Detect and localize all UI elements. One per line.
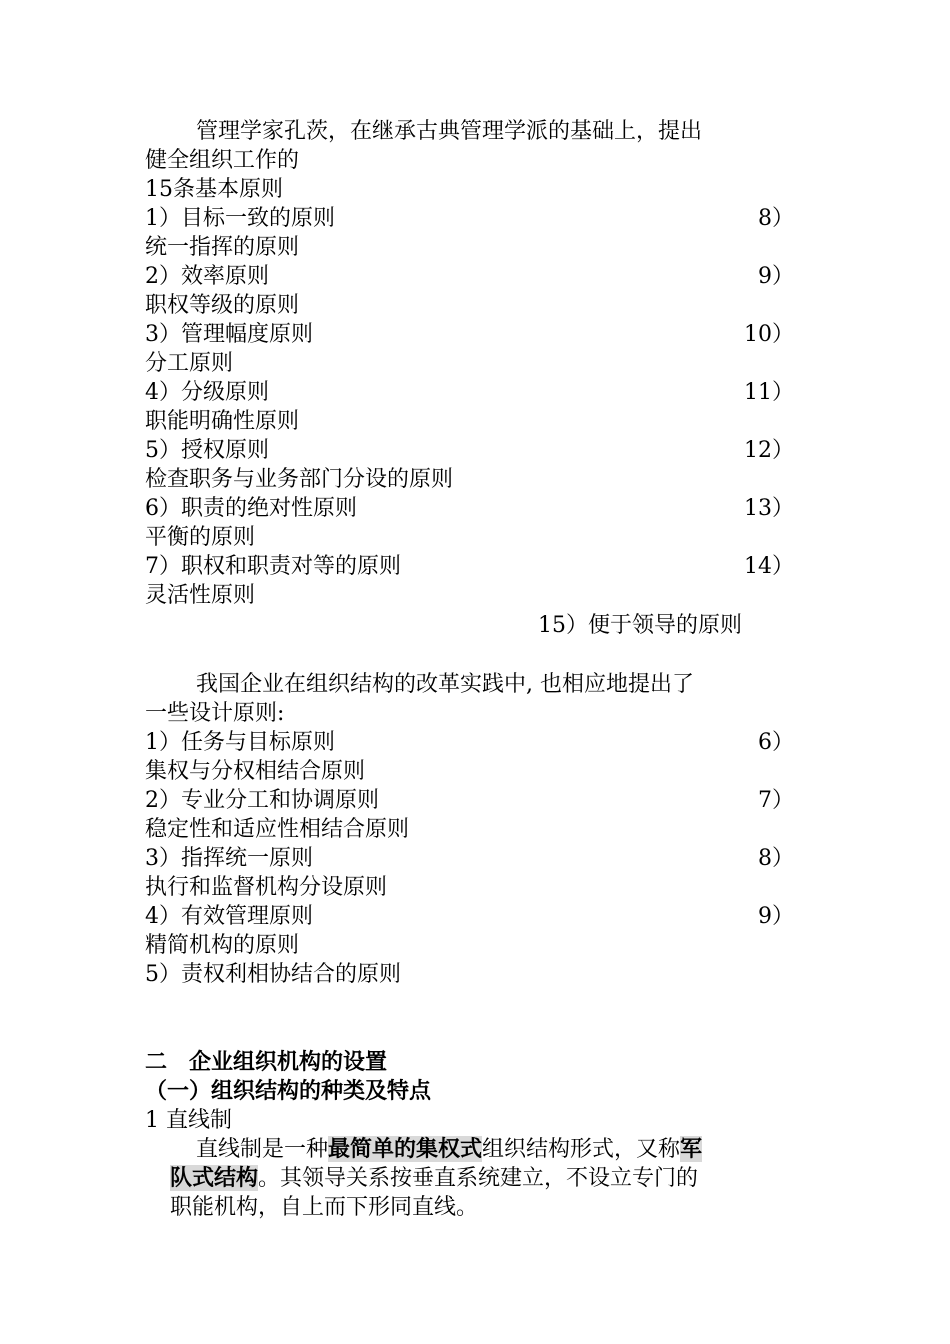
paragraph-text: 。其领导关系按垂直系统建立，不设立专门的 bbox=[258, 1166, 699, 1191]
china-row-right: 集权与分权相结合原则 bbox=[145, 759, 366, 784]
china-row-right: 稳定性和适应性相结合原则 bbox=[145, 817, 410, 842]
paragraph-line1 bbox=[196, 1135, 702, 1164]
kong-row-left: 3）管理幅度原则 bbox=[145, 322, 313, 347]
kong-row-num: 13） bbox=[744, 496, 794, 521]
kong-row-left: 6）职责的绝对性原则 bbox=[145, 496, 357, 521]
kong-row-right: 检查职务与业务部门分设的原则 bbox=[145, 467, 454, 492]
kong-row-num: 10） bbox=[744, 322, 794, 347]
section-heading: 二 企业组织机构的设置 bbox=[145, 1049, 388, 1075]
paragraph-text: 直线制是一种 bbox=[196, 1137, 329, 1162]
china-row-num: 7） bbox=[758, 788, 794, 813]
kong-intro-line1: 管理学家孔茨，在继承古典管理学派的基础上，提出 bbox=[196, 119, 703, 144]
highlight-term: 军 bbox=[680, 1136, 703, 1162]
china-intro-line2: 一些设计原则: bbox=[145, 701, 285, 726]
kong-row-num: 12） bbox=[744, 438, 794, 463]
china-row-left: 2）专业分工和协调原则 bbox=[145, 788, 379, 813]
china-row-right: 精简机构的原则 bbox=[145, 933, 300, 958]
paragraph-line3: 职能机构，自上而下形同直线。 bbox=[170, 1195, 479, 1220]
china-row-left: 1）任务与目标原则 bbox=[145, 730, 335, 755]
china-row-left: 3）指挥统一原则 bbox=[145, 846, 313, 871]
paragraph-text: 组织结构形式，又称 bbox=[482, 1137, 681, 1162]
kong-row-right: 职权等级的原则 bbox=[145, 293, 300, 318]
kong-row-left: 1）目标一致的原则 bbox=[145, 206, 335, 231]
kong-row-num: 14） bbox=[744, 554, 794, 579]
kong-last-principle: 15）便于领导的原则 bbox=[538, 613, 742, 638]
kong-row-num: 11） bbox=[744, 380, 794, 405]
china-row-left: 4）有效管理原则 bbox=[145, 904, 313, 929]
china-intro-line1: 我国企业在组织结构的改革实践中, 也相应地提出了 bbox=[196, 672, 694, 697]
kong-row-right: 职能明确性原则 bbox=[145, 409, 300, 434]
kong-row-num: 9） bbox=[758, 264, 794, 289]
china-last-principle: 5）责权利相协结合的原则 bbox=[145, 962, 401, 987]
section-subheading: （一）组织结构的种类及特点 bbox=[145, 1078, 432, 1104]
kong-row-right: 灵活性原则 bbox=[145, 583, 256, 608]
highlight-term: 队式结构 bbox=[170, 1165, 259, 1191]
item-title: 1 直线制 bbox=[145, 1108, 232, 1133]
china-row-num: 9） bbox=[758, 904, 794, 929]
kong-row-left: 7）职权和职责对等的原则 bbox=[145, 554, 401, 579]
kong-row-right: 平衡的原则 bbox=[145, 525, 256, 550]
paragraph-line2 bbox=[170, 1164, 698, 1193]
kong-row-left: 5）授权原则 bbox=[145, 438, 269, 463]
kong-row-left: 2）效率原则 bbox=[145, 264, 269, 289]
china-row-num: 6） bbox=[758, 730, 794, 755]
kong-row-right: 分工原则 bbox=[145, 351, 234, 376]
kong-intro-line2: 健全组织工作的 bbox=[145, 148, 300, 173]
kong-row-right: 统一指挥的原则 bbox=[145, 235, 300, 260]
kong-row-num: 8） bbox=[758, 206, 794, 231]
china-row-right: 执行和监督机构分设原则 bbox=[145, 875, 388, 900]
china-row-num: 8） bbox=[758, 846, 794, 871]
highlight-term: 最简单的集权式 bbox=[328, 1136, 483, 1162]
kong-row-left: 4）分级原则 bbox=[145, 380, 269, 405]
kong-intro-line3: 15条基本原则 bbox=[145, 177, 283, 202]
